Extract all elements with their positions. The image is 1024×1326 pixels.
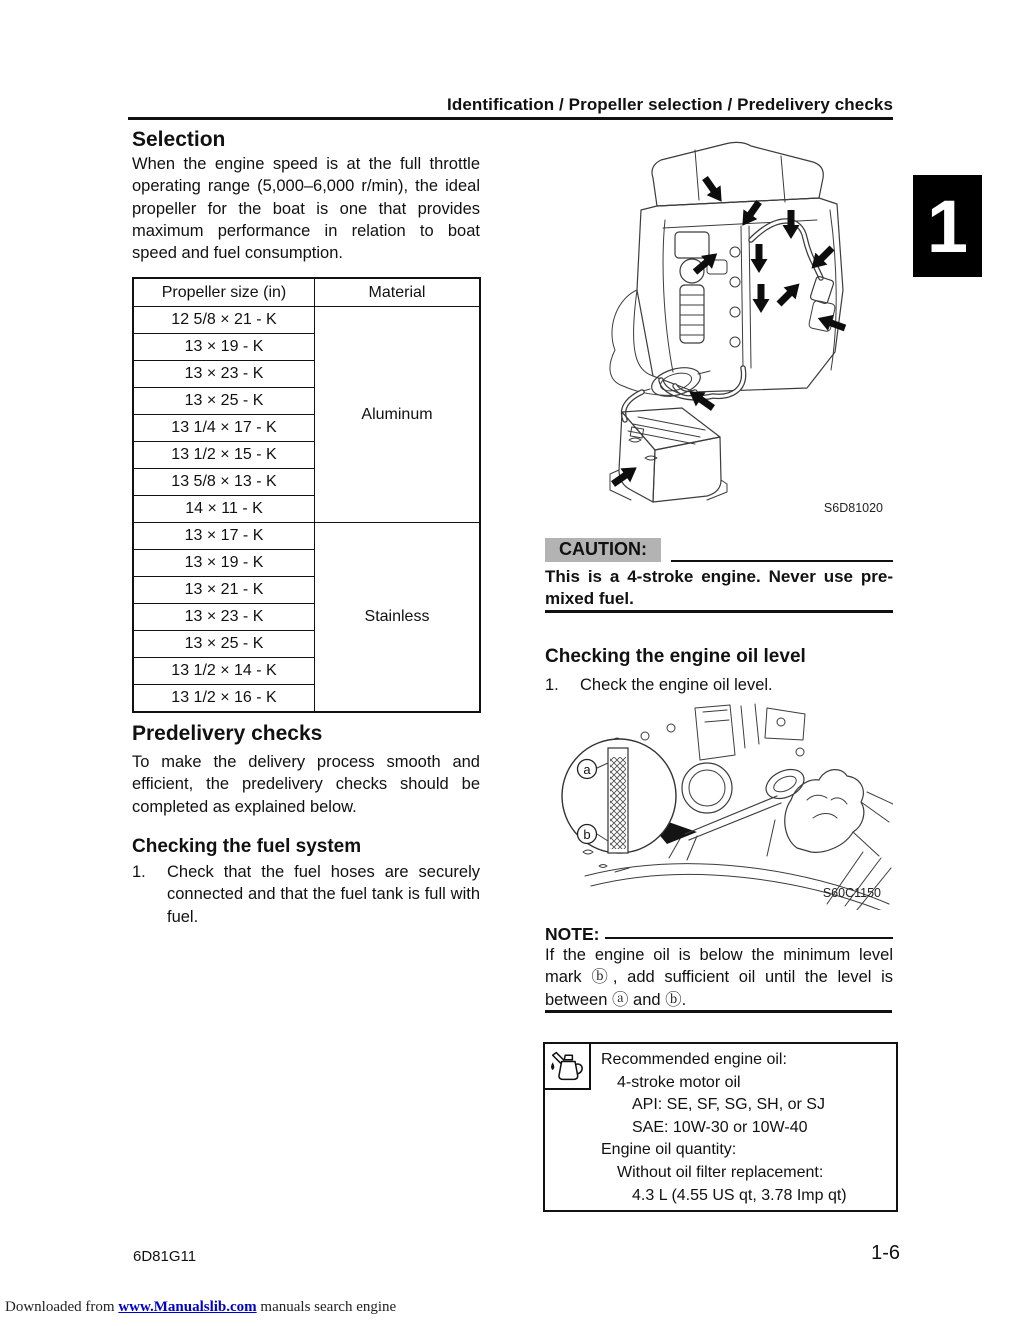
note-header	[545, 924, 893, 945]
propeller-size-cell: 13 × 25 - K	[133, 388, 315, 415]
predelivery-heading: Predelivery checks	[132, 722, 323, 745]
propeller-size-cell: 13 × 21 - K	[133, 577, 315, 604]
fuel-pump-and-filter	[675, 226, 751, 368]
fuel-system-illustration	[545, 140, 893, 520]
note-label: NOTE:	[545, 924, 600, 944]
oil-spec-line: Recommended engine oil:	[601, 1051, 787, 1068]
oil-level-step	[545, 674, 893, 696]
engine-cowl	[610, 142, 843, 395]
recommended-oil-box	[543, 1042, 898, 1212]
propeller-size-cell: 13 × 23 - K	[133, 361, 315, 388]
oil-spec-line: API: SE, SF, SG, SH, or SJ	[632, 1096, 825, 1114]
fuel-hoses	[661, 221, 836, 398]
oil-can-icon	[545, 1044, 591, 1090]
propeller-size-header: Propeller size (in)	[133, 278, 315, 307]
step-text: Check that the fuel hoses are securely connected and that the fuel tank is full with fuel.	[167, 863, 480, 926]
oil-spec-line: 4.3 L (4.55 US qt, 3.78 Imp qt)	[632, 1186, 847, 1204]
oil-spec-line: Engine oil quantity:	[601, 1141, 737, 1159]
chapter-tab	[913, 175, 982, 277]
page-header-title: Identification / Propeller selection / Predelivery checks	[447, 95, 893, 114]
propeller-size-cell: 12 5/8 × 21 - K	[133, 307, 315, 334]
predelivery-paragraph: To make the delivery process smooth and efficient, the predelivery checks should be completed as explained below.	[132, 753, 480, 816]
propeller-size-cell: 13 × 25 - K	[133, 631, 315, 658]
propeller-size-cell: 13 × 17 - K	[133, 523, 315, 550]
manualslib-link[interactable]: www.Manualslib.com	[118, 1299, 257, 1315]
magnifier-detail	[562, 739, 676, 853]
note-bottom-rule	[545, 1010, 892, 1013]
note-header-rule	[605, 937, 893, 939]
propeller-size-cell: 13 × 19 - K	[133, 550, 315, 577]
oil-spec-line: SAE: 10W-30 or 10W-40	[632, 1118, 808, 1136]
fuel-system-heading: Checking the fuel system	[132, 836, 362, 857]
table-row	[133, 307, 480, 334]
oil-spec-line: 4-stroke motor oil	[617, 1073, 741, 1091]
propeller-size-cell: 13 1/2 × 15 - K	[133, 442, 315, 469]
watermark-prefix: Downloaded from	[5, 1299, 115, 1315]
material-header: Material	[315, 278, 481, 307]
table-header-row	[133, 278, 480, 307]
propeller-size-cell: 13 1/2 × 16 - K	[133, 685, 315, 713]
propeller-size-cell: 13 1/4 × 17 - K	[133, 415, 315, 442]
propeller-table	[132, 277, 481, 713]
step-text: Check the engine oil level.	[580, 676, 773, 694]
caution-text: This is a 4-stroke engine. Never use pre-mixed fuel.	[545, 567, 893, 608]
fuel-tank	[610, 408, 727, 502]
propeller-size-cell: 13 × 19 - K	[133, 334, 315, 361]
caution-header	[545, 538, 893, 562]
oil-level-heading: Checking the engine oil level	[545, 646, 806, 667]
footer-document-code: 6D81G11	[133, 1248, 197, 1265]
material-cell-aluminum: Aluminum	[315, 307, 481, 523]
caution-header-rule	[671, 538, 893, 562]
propeller-size-cell: 13 × 23 - K	[133, 604, 315, 631]
selection-paragraph: When the engine speed is at the full throttle operating range (5,000–6,000 r/min), the ideal propeller for the boat is one that provides maximum performance in relation to boat speed and fuel consumption.	[132, 155, 480, 263]
figure2-caption: S60C1150	[822, 886, 881, 900]
propeller-size-cell: 13 1/2 × 14 - K	[133, 658, 315, 685]
chapter-number: 1	[926, 184, 969, 268]
note-text: If the engine oil is below the minimum level mark ⓑ, add sufficient oil until the level is between ⓐ and ⓑ.	[545, 946, 893, 1009]
watermark	[5, 1299, 396, 1316]
figure1-caption: S6D81020	[823, 501, 883, 515]
footer-page-number: 1-6	[871, 1242, 900, 1264]
propeller-size-cell: 14 × 11 - K	[133, 496, 315, 523]
fuel-system-step	[132, 861, 480, 928]
oil-spec-line: Without oil filter replacement:	[617, 1163, 824, 1181]
oil-spec-lines	[601, 1049, 892, 1207]
oil-level-illustration	[545, 700, 893, 910]
header-rule	[128, 117, 893, 120]
caution-bottom-rule	[545, 610, 893, 613]
propeller-size-cell: 13 5/8 × 13 - K	[133, 469, 315, 496]
selection-heading: Selection	[132, 128, 226, 151]
callout-arrows	[608, 173, 848, 491]
oil-mark-label-b: b	[583, 827, 591, 842]
watermark-suffix: manuals search engine	[260, 1299, 397, 1315]
step-number: 1.	[132, 863, 146, 881]
oil-mark-label-a: a	[583, 762, 591, 777]
material-cell-stainless: Stainless	[315, 523, 481, 713]
step-number: 1.	[545, 676, 559, 694]
table-row	[133, 523, 480, 550]
caution-label: CAUTION:	[545, 538, 661, 562]
